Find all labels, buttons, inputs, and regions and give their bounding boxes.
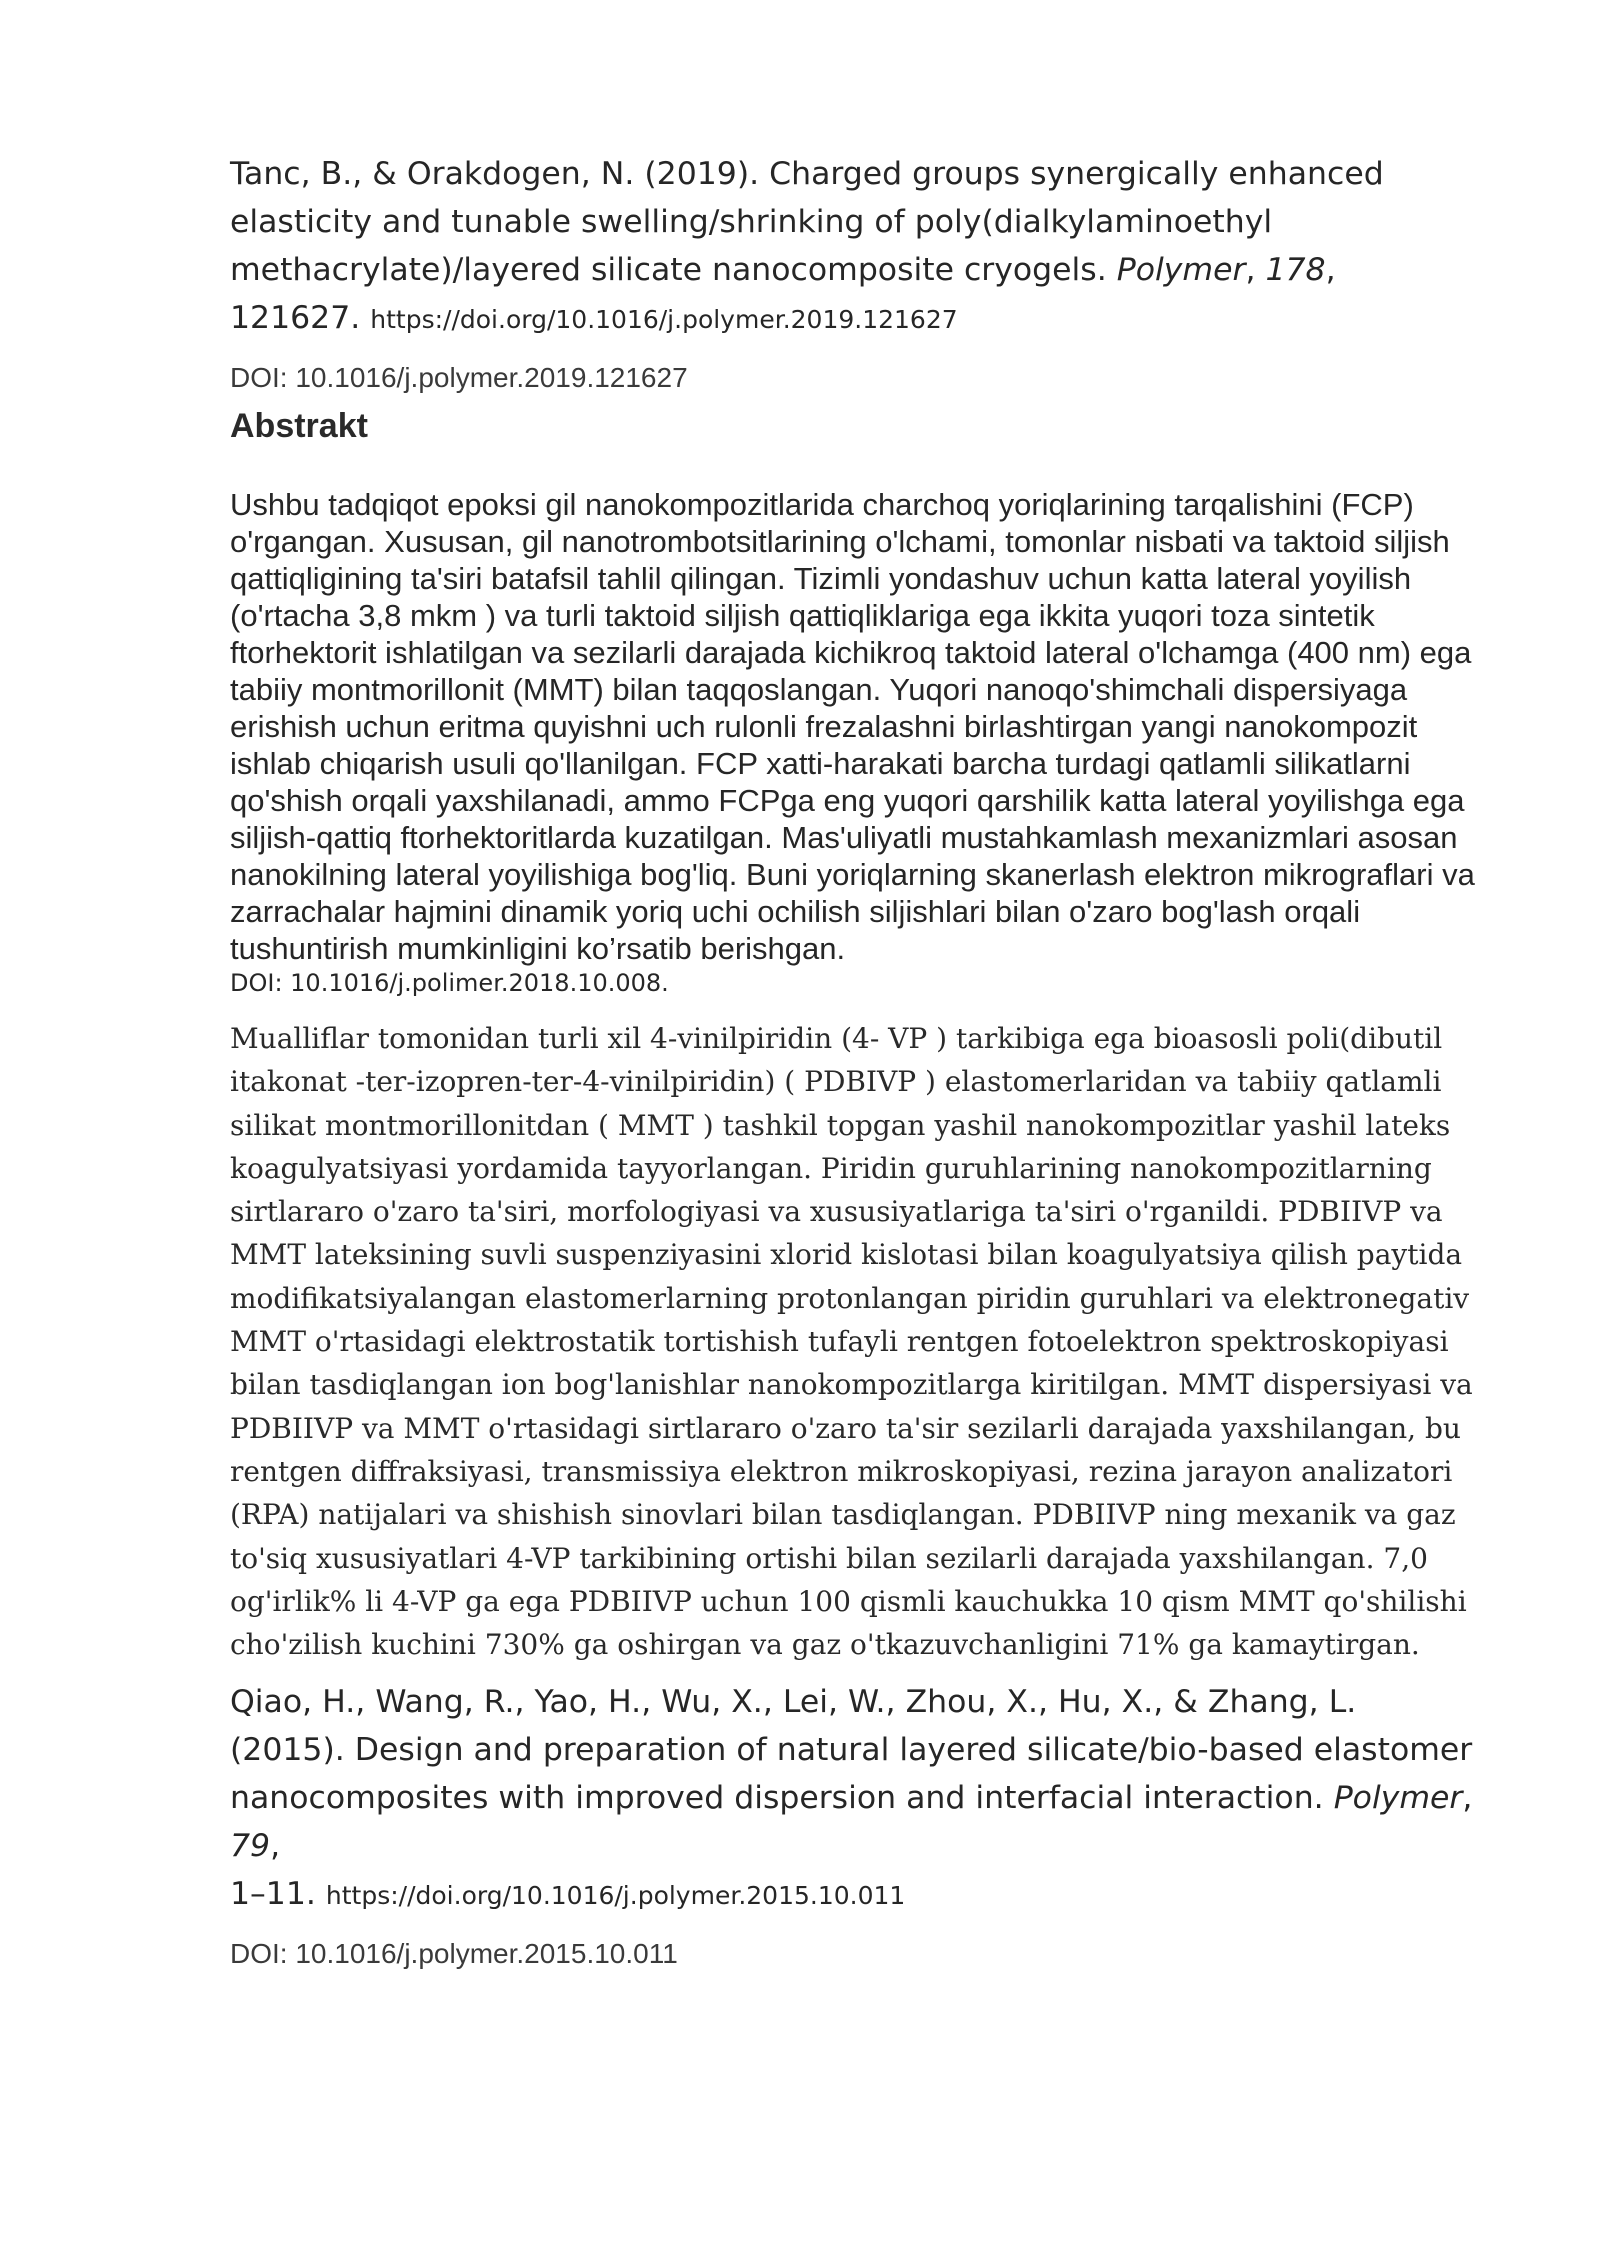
reference-2-journal: Polymer xyxy=(1333,1780,1463,1817)
reference-1-url[interactable]: https://doi.org/10.1016/j.polymer.2019.121627 xyxy=(370,305,958,334)
reference-2-doi: DOI: 10.1016/j.polymer.2015.10.011 xyxy=(230,1938,678,1970)
reference-1-sep: , xyxy=(1325,252,1336,288)
reference-1-sep: , xyxy=(1245,252,1266,288)
reference-1-text: Tanc, B., & Orakdogen, N. (2019). Charged groups synergically enhanced elasticity and tunable swelling/shrinking of poly(dialkylaminoethyl methacrylate)/layered silicate nanocomposite cryogels. xyxy=(230,156,1384,288)
reference-2-sep: , xyxy=(270,1828,281,1865)
reference-1-pages: 121627. xyxy=(230,300,371,336)
reference-2-text: Qiao, H., Wang, R., Yao, H., Wu, X., Lei, W., Zhou, X., Hu, X., & Zhang, L. (2015). Design and preparation of natural layered silicate/bio-based elastomer nanocomposites with improved dispersion and interfacial interaction. xyxy=(230,1684,1473,1817)
reference-2 xyxy=(230,1678,1475,1920)
abstract-doi: DOI: 10.1016/j.polimer.2018.10.008. xyxy=(230,969,669,997)
reference-2-url[interactable]: https://doi.org/10.1016/j.polymer.2015.10.011 xyxy=(325,1881,906,1911)
abstract-title: Abstrakt xyxy=(230,407,368,445)
reference-1-volume: 178 xyxy=(1265,252,1326,288)
reference-2-sep: , xyxy=(1462,1780,1473,1817)
reference-1-doi: DOI: 10.1016/j.polymer.2019.121627 xyxy=(230,362,688,393)
reference-1-journal: Polymer xyxy=(1116,252,1246,288)
reference-2-volume: 79 xyxy=(230,1828,271,1865)
reference-2-pages: 1–11. xyxy=(230,1876,326,1913)
abstract-body: Ushbu tadqiqot epoksi gil nanokompozitlarida charchoq yoriqlarining tarqalishini (FCP) o'rgangan. Xususan, gil nanotrombotsitlarining o'lchami, tomonlar nisbati va taktoid siljish qattiqligining ta'siri batafsil tahlil qilingan. Tizimli yondashuv uchun katta lateral yoyilish (o'rtacha 3,8 mkm ) va turli taktoid siljish qattiqliklariga ega ikkita yuqori toza sintetik ftorhektorit ishlatilgan va sezilarli darajada kichikroq taktoid lateral o'lchamga (400 nm) ega tabiiy montmorillonit (MMT) bilan taqqoslangan. Yuqori nanoqo'shimchali dispersiyaga erishish uchun eritma quyishni uch rulonli frezalashni birlashtirgan yangi nanokompozit ishlab chiqarish usuli qo'llanilgan. FCP xatti-harakati barcha turdagi qatlamli silikatlarni qo'shish orqali yaxshilanadi, ammo FCPga eng yuqori qarshilik katta lateral yoyilishga ega siljish-qattiq ftorhektoritlarda kuzatilgan. Mas'uliyatli mustahkamlash mexanizmlari asosan nanokilning lateral yoyilishiga bog'liq. Buni yoriqlarning skanerlash elektron mikrograflari va zarrachalar hajmini dinamik yoriq uchi ochilish siljishlari bilan o'zaro bog'lash orqali tushuntirish mumkinligini ko’rsatib berishgan. xyxy=(230,487,1475,966)
reference-1 xyxy=(230,150,1475,344)
paragraph-2: Mualliflar tomonidan turli xil 4-vinilpiridin (4- VP ) tarkibiga ega bioasosli poli(dibutil itakonat -ter-izopren-ter-4-vinilpiridin) ( PDBIVP ) elastomerlaridan va tabiiy qatlamli silikat montmorillonitdan ( MMT ) tashkil topgan yashil nanokompozitlar yashil lateks koagulyatsiyasi yordamida tayyorlangan. Piridin guruhlarining nanokompozitlarning sirtlararo o'zaro ta'siri, morfologiyasi va xususiyatlariga ta'siri o'rganildi. PDBIIVP va MMT lateksining suvli suspenziyasini xlorid kislotasi bilan koagulyatsiya qilish paytida modifikatsiyalangan elastomerlarning protonlangan piridin guruhlari va elektronegativ MMT o'rtasidagi elektrostatik tortishish tufayli rentgen fotoelektron spektroskopiyasi bilan tasdiqlangan ion bog'lanishlar nanokompozitlarga kiritilgan. MMT dispersiyasi va PDBIIVP va MMT o'rtasidagi sirtlararo o'zaro ta'sir sezilarli darajada yaxshilangan, bu rentgen diffraksiyasi, transmissiya elektron mikroskopiyasi, rezina jarayon analizatori (RPA) natijalari va shishish sinovlari bilan tasdiqlangan. PDBIIVP ning mexanik va gaz to'siq xususiyatlari 4-VP tarkibining ortishi bilan sezilarli darajada yaxshilangan. 7,0 og'irlik% li 4-VP ga ega PDBIIVP uchun 100 qismli kauchukka 10 qism MMT qo'shilishi cho'zilish kuchini 730% ga oshirgan va gaz o'tkazuvchanligini 71% ga kamaytirgan. xyxy=(230,1022,1473,1662)
document-content xyxy=(230,150,1475,1972)
